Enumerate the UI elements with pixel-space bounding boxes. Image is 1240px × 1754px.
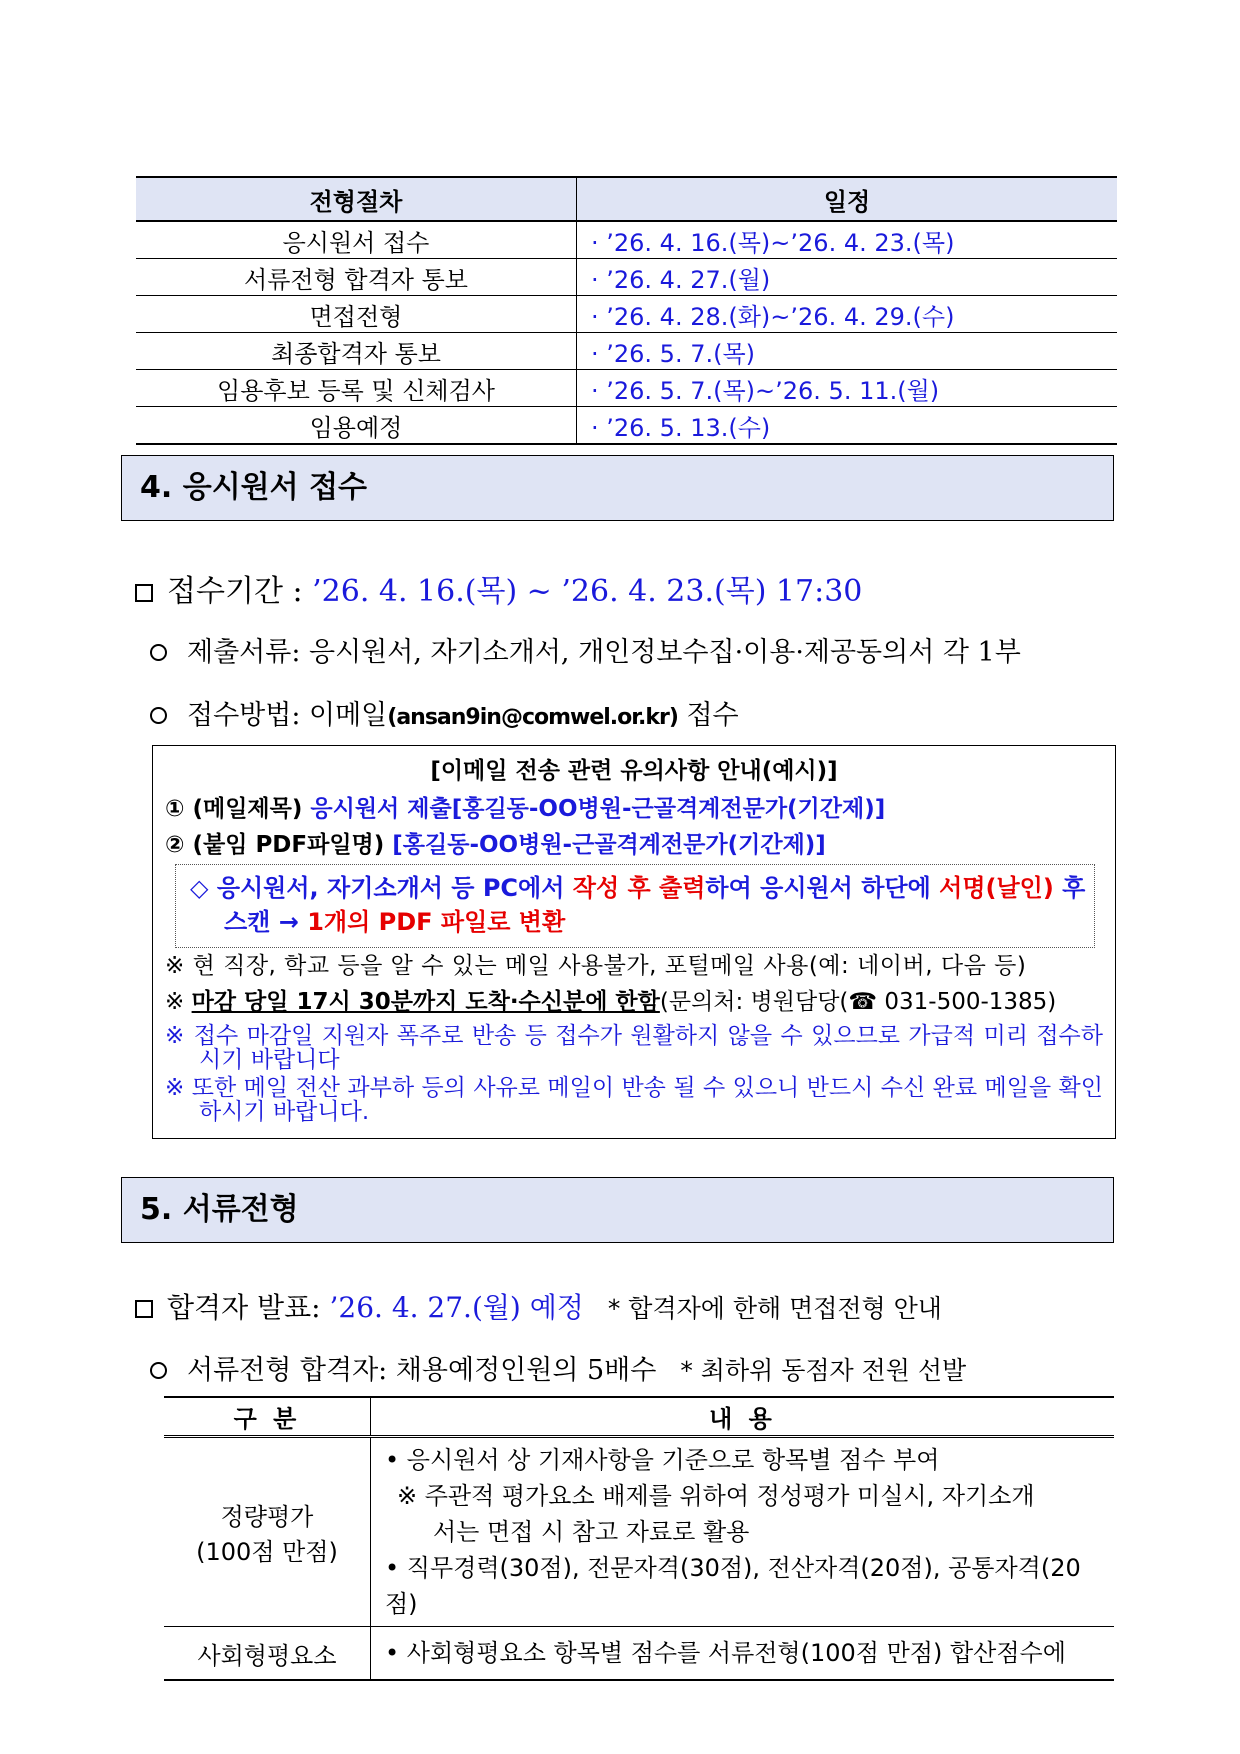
step-cell: 서류전형 합격자 통보 (136, 259, 577, 296)
instr-f: 스캔 → (224, 908, 308, 936)
method-label: 접수방법: 이메일 (187, 700, 388, 731)
table-row (136, 259, 1117, 296)
item-key: 메일제목 (203, 796, 292, 822)
table-row (136, 407, 1117, 445)
instruction-line-1 (190, 871, 1086, 905)
square-bullet-icon (135, 584, 153, 602)
method-suffix: 접수 (677, 700, 739, 731)
item-value: 응시원서 제출[홍길동-OO병원-근골격계전문가(기간제)] (310, 796, 886, 822)
content-line: • 응시원서 상 기재사항을 기준으로 항목별 점수 부여 (385, 1446, 940, 1474)
schedule-header-row (136, 177, 1117, 221)
docs-line (150, 630, 1021, 669)
date-cell: · ’26. 4. 28.(화)~’26. 4. 29.(수) (577, 296, 1118, 333)
method-email: (ansan9in@comwel.or.kr) (387, 705, 678, 730)
content-line: 서는 면접 시 참고 자료로 활용 (433, 1518, 750, 1546)
period-line (135, 566, 862, 610)
announce-note: * 합격자에 한해 면접전형 안내 (607, 1294, 942, 1323)
pass-line (150, 1348, 966, 1387)
header-step: 전형절차 (136, 177, 577, 221)
header-date: 일정 (577, 177, 1118, 221)
date-cell: · ’26. 5. 13.(수) (577, 407, 1118, 445)
instr-a: ◇ 응시원서, 자기소개서 등 PC에서 (190, 874, 573, 902)
circle-bullet-icon (150, 707, 167, 724)
notice-item-subject (165, 790, 885, 823)
header-content: 내 용 (371, 1397, 1115, 1437)
circle-bullet-icon (150, 644, 167, 661)
eval-key-quant (164, 1437, 371, 1627)
key-line: (100점 만점) (196, 1538, 338, 1566)
notice-ref-1: ※ 현 직장, 학교 등을 알 수 있는 메일 사용불가, 포털메일 사용(예: 네이버, 다음 등) (165, 953, 1027, 979)
instr-g: 1개의 PDF 파일로 변환 (307, 908, 566, 936)
table-row (136, 370, 1117, 407)
schedule-table (136, 176, 1117, 445)
circle-bullet-icon (150, 1362, 167, 1379)
eval-key-social: 사회형평요소 (164, 1627, 371, 1681)
announce-label: 합격자 발표: (167, 1291, 330, 1324)
eval-header-row (164, 1397, 1114, 1437)
item-prefix: ② ( (165, 832, 203, 858)
ref2-deadline: 마감 당일 17시 30분까지 도착·수신분에 한함 (191, 989, 660, 1015)
period-label: 접수기간 : (167, 574, 313, 609)
eval-value-social: • 사회형평요소 항목별 점수를 서류전형(100점 만점) 합산점수에 (371, 1627, 1115, 1681)
step-cell: 임용예정 (136, 407, 577, 445)
header-category: 구 분 (164, 1397, 371, 1437)
ref2-contact: (문의처: 병원담당(☎ 031-500-1385) (659, 989, 1057, 1015)
ref2-mark: ※ (165, 989, 192, 1015)
docs-text: 제출서류: 응시원서, 자기소개서, 개인정보수집·이용·제공동의서 각 1부 (187, 637, 1021, 668)
notice-ref-3: ※ 접수 마감일 지원자 폭주로 반송 등 접수가 원활하지 않을 수 있으므로 가급적 미리 접수하시기 바랍니다 (165, 1023, 1103, 1073)
item-key: 붙임 PDF파일명 (203, 832, 374, 858)
email-notice-box (152, 745, 1116, 1139)
announce-line (135, 1286, 942, 1326)
table-row (136, 221, 1117, 259)
method-line (150, 693, 739, 732)
item-prefix: ① ( (165, 796, 203, 822)
notice-ref-2 (165, 990, 1103, 1014)
date-cell: · ’26. 4. 27.(월) (577, 259, 1118, 296)
notice-item-filename (165, 826, 826, 859)
instr-d: 서명(날인) (939, 874, 1054, 902)
instr-e: 후 (1053, 874, 1086, 902)
item-close: ) (373, 832, 393, 858)
step-cell: 임용후보 등록 및 신체검사 (136, 370, 577, 407)
date-cell: · ’26. 5. 7.(목) (577, 333, 1118, 370)
instruction-line-2 (190, 905, 1086, 939)
content-line: • 직무경력(30점), 전문자격(30점), 전산자격(20점), 공통자격(20점) (385, 1554, 1081, 1618)
step-cell: 최종합격자 통보 (136, 333, 577, 370)
square-bullet-icon (135, 1300, 153, 1318)
content-line: ※ 주관적 평가요소 배제를 위하여 정성평가 미실시, 자기소개 (397, 1482, 1035, 1510)
step-cell: 응시원서 접수 (136, 221, 577, 259)
pdf-instruction-box (175, 864, 1095, 948)
table-row (164, 1627, 1114, 1681)
notice-ref-4: ※ 또한 메일 전산 과부하 등의 사유로 메일이 반송 될 수 있으니 반드시 수신 완료 메일을 확인하시기 바랍니다. (165, 1075, 1103, 1125)
date-cell: · ’26. 4. 16.(목)~’26. 4. 23.(목) (577, 221, 1118, 259)
announce-value: ’26. 4. 27.(월) 예정 (329, 1291, 584, 1324)
table-row (164, 1437, 1114, 1627)
key-line: 정량평가 (220, 1503, 314, 1531)
eval-value-quant (371, 1437, 1115, 1627)
date-cell: · ’26. 5. 7.(목)~’26. 5. 11.(월) (577, 370, 1118, 407)
step-cell: 면접전형 (136, 296, 577, 333)
instr-c: 하여 응시원서 하단에 (705, 874, 940, 902)
table-row (136, 333, 1117, 370)
section-5-heading: 5. 서류전형 (121, 1177, 1114, 1243)
instr-b: 작성 후 출력 (572, 874, 706, 902)
item-value: [홍길동-OO병원-근골격계전문가(기간제)] (392, 832, 826, 858)
period-value: ’26. 4. 16.(목) ~ ’26. 4. 23.(목) 17:30 (312, 574, 863, 609)
pass-label: 서류전형 합격자: 채용예정인원의 5배수 (187, 1355, 657, 1386)
section-4-heading: 4. 응시원서 접수 (121, 455, 1114, 521)
item-close: ) (291, 796, 311, 822)
evaluation-table (164, 1396, 1114, 1681)
pass-note: * 최하위 동점자 전원 선발 (680, 1356, 967, 1385)
table-row (136, 296, 1117, 333)
notice-title: [이메일 전송 관련 유의사항 안내(예시)] (430, 758, 838, 784)
